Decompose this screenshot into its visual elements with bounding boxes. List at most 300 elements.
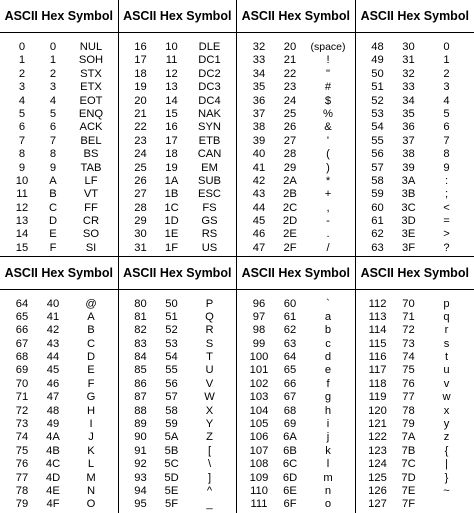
- table-row: [237, 485, 355, 498]
- ascii-decimal-cell: 79: [15, 498, 29, 511]
- hex-cell: 2A: [283, 174, 297, 187]
- table-row: [119, 472, 237, 485]
- table-row: [237, 162, 355, 175]
- symbol-cell: O: [86, 498, 96, 511]
- ascii-decimal-cell: 93: [134, 471, 147, 484]
- hex-cell: 63: [283, 337, 297, 350]
- table-row: [237, 41, 355, 54]
- table-row: [356, 311, 474, 324]
- symbol-cell: DC1: [198, 54, 221, 67]
- table-row: [0, 175, 118, 188]
- table-row: [237, 175, 355, 188]
- symbol-cell: I: [89, 418, 93, 431]
- table-row: [0, 458, 118, 471]
- symbol-cell: 0: [443, 41, 450, 53]
- symbol-cell: (: [326, 148, 330, 161]
- symbol-cell: o: [324, 498, 332, 511]
- ascii-decimal-cell: 78: [15, 484, 29, 497]
- ascii-decimal-cell: 99: [252, 337, 266, 350]
- ascii-decimal-cell: 115: [368, 337, 387, 350]
- hex-cell: 30: [402, 41, 415, 53]
- table-row: [356, 405, 474, 418]
- table-row: [0, 95, 118, 108]
- table-row: [237, 391, 355, 404]
- symbol-cell: f: [326, 377, 330, 390]
- table-row: [237, 445, 355, 458]
- symbol-cell: W: [204, 391, 215, 404]
- symbol-cell: ETX: [80, 81, 102, 94]
- ascii-decimal-cell: 123: [368, 444, 387, 457]
- table-row: [356, 148, 474, 161]
- ascii-decimal-cell: 110: [250, 484, 268, 497]
- table-row: [119, 121, 237, 134]
- ascii-decimal-cell: 84: [134, 351, 147, 364]
- symbol-cell: :: [444, 174, 449, 187]
- symbol-cell: U: [205, 364, 214, 377]
- symbol-cell: ACK: [79, 121, 103, 134]
- table-row: [356, 121, 474, 134]
- table-row: [119, 242, 237, 255]
- table-row: [0, 324, 118, 337]
- symbol-cell: <: [443, 201, 450, 214]
- symbol-cell: M: [86, 471, 96, 484]
- table-row: [119, 338, 237, 351]
- hex-cell: 6A: [283, 431, 297, 444]
- hex-cell: E: [49, 228, 57, 241]
- panel-rows: [356, 41, 474, 255]
- symbol-cell: 4: [443, 94, 450, 107]
- ascii-decimal-cell: 38: [252, 121, 266, 134]
- symbol-cell: u: [443, 364, 450, 377]
- symbol-cell: 9: [443, 161, 450, 174]
- hex-cell: 18: [165, 148, 178, 161]
- hex-cell: 6E: [283, 484, 297, 497]
- symbol-cell: STX: [80, 67, 102, 80]
- ascii-decimal-cell: 14: [15, 228, 29, 241]
- hex-cell: 7: [49, 134, 57, 147]
- ascii-decimal-cell: 35: [252, 81, 266, 94]
- ascii-decimal-cell: 19: [134, 81, 147, 94]
- ascii-decimal-cell: 45: [252, 215, 266, 228]
- symbol-cell: c: [325, 337, 331, 350]
- symbol-cell: Y: [205, 418, 214, 431]
- ascii-decimal-cell: 100: [249, 351, 269, 364]
- symbol-cell: *: [325, 174, 331, 187]
- symbol-cell: RS: [201, 228, 218, 241]
- hex-cell: 11: [165, 54, 178, 67]
- table-row: [356, 202, 474, 215]
- symbol-cell: 5: [443, 107, 450, 120]
- ascii-decimal-cell: 60: [371, 201, 384, 214]
- symbol-cell: \: [207, 458, 212, 471]
- symbol-cell: ?: [443, 241, 450, 254]
- ascii-decimal-cell: 46: [252, 228, 266, 241]
- ascii-decimal-cell: 97: [252, 310, 266, 323]
- table-row: [237, 242, 355, 255]
- ascii-panel-5: [0, 257, 119, 513]
- table-row: [119, 175, 237, 188]
- table-row: [0, 215, 118, 228]
- table-row: [237, 351, 355, 364]
- symbol-cell: s: [443, 337, 450, 350]
- ascii-decimal-cell: 113: [368, 310, 387, 323]
- hex-cell: 64: [283, 351, 297, 364]
- ascii-decimal-cell: 32: [252, 41, 266, 53]
- table-row: [119, 95, 237, 108]
- hex-cell: 35: [402, 107, 415, 120]
- hex-cell: 5F: [164, 498, 179, 511]
- hex-cell: 1D: [164, 215, 179, 228]
- hex-cell: 37: [402, 134, 415, 147]
- ascii-decimal-cell: 48: [371, 41, 384, 53]
- hex-cell: 56: [165, 377, 178, 390]
- symbol-cell: a: [324, 310, 332, 323]
- symbol-cell: %: [323, 107, 333, 120]
- ascii-decimal-cell: 111: [250, 498, 268, 511]
- symbol-cell: _: [206, 498, 213, 511]
- symbol-cell: SOH: [78, 54, 104, 67]
- hex-cell: 16: [165, 121, 178, 134]
- table-row: [0, 148, 118, 161]
- ascii-decimal-cell: 34: [252, 67, 266, 80]
- table-row: [0, 202, 118, 215]
- table-row: [237, 458, 355, 471]
- hex-cell: 1A: [164, 174, 179, 187]
- table-row: [237, 148, 355, 161]
- table-row: [119, 202, 237, 215]
- hex-cell: 1C: [164, 201, 179, 214]
- ascii-decimal-cell: 54: [371, 121, 384, 134]
- ascii-decimal-cell: 95: [134, 498, 147, 511]
- hex-cell: 55: [165, 364, 178, 377]
- table-row: [356, 391, 474, 404]
- panel-header: ASCII Hex Symbol: [0, 257, 118, 290]
- hex-cell: 73: [402, 337, 415, 350]
- symbol-cell: 1: [443, 54, 450, 67]
- ascii-panel-2: [119, 0, 238, 257]
- panel-header: ASCII Hex Symbol: [0, 0, 118, 33]
- ascii-decimal-cell: 43: [252, 188, 266, 201]
- hex-cell: 40: [46, 297, 60, 310]
- hex-cell: C: [48, 201, 58, 214]
- table-row: [0, 188, 118, 201]
- hex-cell: 0: [49, 41, 57, 53]
- ascii-decimal-cell: 49: [371, 54, 384, 67]
- symbol-cell: SO: [82, 228, 100, 241]
- symbol-cell: j: [326, 431, 330, 444]
- symbol-cell: r: [444, 324, 449, 337]
- hex-cell: 1: [49, 54, 57, 67]
- hex-cell: 6D: [282, 471, 298, 484]
- table-row: [356, 188, 474, 201]
- table-row: [119, 498, 237, 511]
- symbol-cell: N: [86, 484, 96, 497]
- table-row: [0, 162, 118, 175]
- ascii-decimal-cell: 11: [16, 188, 28, 201]
- ascii-decimal-cell: 69: [15, 364, 29, 377]
- ascii-decimal-cell: 3: [18, 81, 26, 94]
- ascii-decimal-cell: 15: [15, 241, 29, 254]
- ascii-decimal-cell: 6: [18, 121, 26, 134]
- symbol-cell: V: [205, 377, 214, 390]
- symbol-cell: .: [326, 228, 330, 241]
- symbol-cell: Z: [206, 431, 213, 444]
- hex-cell: 6: [49, 121, 57, 134]
- symbol-cell: B: [87, 324, 95, 337]
- hex-cell: 21: [283, 54, 297, 67]
- hex-cell: 24: [283, 94, 297, 107]
- symbol-cell: EOT: [79, 94, 103, 107]
- symbol-cell: S: [205, 337, 214, 350]
- symbol-cell: w: [442, 391, 451, 404]
- table-row: [237, 338, 355, 351]
- symbol-cell: D: [86, 351, 96, 364]
- table-row: [237, 108, 355, 121]
- symbol-cell: @: [85, 297, 97, 310]
- ascii-decimal-cell: 33: [252, 54, 266, 67]
- table-row: [119, 54, 237, 67]
- table-row: [0, 405, 118, 418]
- hex-cell: 75: [402, 364, 415, 377]
- hex-cell: 65: [283, 364, 297, 377]
- symbol-cell: e: [324, 364, 332, 377]
- hex-cell: 34: [402, 94, 415, 107]
- ascii-decimal-cell: 41: [252, 161, 266, 174]
- symbol-cell: K: [87, 444, 95, 457]
- hex-cell: 10: [165, 41, 178, 53]
- ascii-decimal-cell: 36: [252, 94, 266, 107]
- hex-cell: 4B: [46, 444, 60, 457]
- table-row: [237, 431, 355, 444]
- ascii-decimal-cell: 7: [18, 134, 26, 147]
- table-row: [0, 242, 118, 255]
- table-row: [119, 378, 237, 391]
- symbol-cell: VT: [83, 188, 99, 201]
- table-row: [119, 311, 237, 324]
- symbol-cell: [: [207, 444, 212, 457]
- hex-cell: B: [49, 188, 57, 201]
- symbol-cell: FF: [84, 201, 98, 214]
- hex-cell: 2C: [282, 201, 298, 214]
- table-row: [119, 41, 237, 54]
- hex-cell: 6F: [283, 498, 297, 511]
- ascii-decimal-cell: 16: [134, 41, 147, 53]
- ascii-decimal-cell: 2: [18, 67, 26, 80]
- hex-cell: 2: [49, 67, 57, 80]
- hex-cell: 61: [283, 310, 297, 323]
- table-row: [356, 324, 474, 337]
- hex-cell: 59: [165, 418, 178, 431]
- symbol-cell: SI: [85, 241, 97, 254]
- symbol-cell: R: [205, 324, 214, 337]
- table-row: [356, 215, 474, 228]
- table-row: [356, 445, 474, 458]
- table-row: [237, 298, 355, 311]
- hex-cell: 7B: [401, 444, 416, 457]
- table-row: [0, 364, 118, 377]
- hex-cell: 3A: [401, 174, 416, 187]
- panel-rows: [237, 298, 355, 512]
- ascii-decimal-cell: 121: [368, 418, 387, 431]
- ascii-decimal-cell: 59: [371, 188, 384, 201]
- table-row: [237, 228, 355, 241]
- ascii-decimal-cell: 26: [134, 174, 147, 187]
- ascii-decimal-cell: 4: [18, 94, 26, 107]
- ascii-decimal-cell: 107: [249, 444, 269, 457]
- hex-cell: 19: [165, 161, 178, 174]
- table-row: [0, 498, 118, 511]
- hex-cell: 5C: [164, 458, 179, 471]
- table-row: [356, 68, 474, 81]
- table-row: [0, 472, 118, 485]
- ascii-decimal-cell: 70: [15, 377, 29, 390]
- hex-cell: 27: [283, 134, 297, 147]
- ascii-decimal-cell: 77: [15, 471, 29, 484]
- ascii-decimal-cell: 98: [252, 324, 266, 337]
- ascii-decimal-cell: 80: [134, 297, 147, 310]
- panel-header: ASCII Hex Symbol: [356, 257, 474, 290]
- symbol-cell: ]: [207, 471, 212, 484]
- table-row: [0, 431, 118, 444]
- hex-cell: 38: [402, 148, 415, 161]
- ascii-decimal-cell: 83: [134, 337, 147, 350]
- ascii-decimal-cell: 66: [15, 324, 29, 337]
- symbol-cell: ,: [326, 201, 330, 214]
- table-row: [0, 54, 118, 67]
- symbol-cell: ESC: [197, 188, 221, 201]
- ascii-decimal-cell: 21: [134, 107, 147, 120]
- symbol-cell: 2: [443, 67, 450, 80]
- table-row: [237, 81, 355, 94]
- symbol-cell: -: [326, 215, 330, 228]
- hex-cell: 2D: [282, 215, 298, 228]
- ascii-decimal-cell: 44: [252, 201, 266, 214]
- symbol-cell: DC2: [198, 67, 221, 80]
- hex-cell: 2E: [283, 228, 297, 241]
- ascii-decimal-cell: 71: [15, 391, 29, 404]
- symbol-cell: ": [326, 67, 330, 80]
- hex-cell: 6C: [282, 458, 298, 471]
- symbol-cell: k: [325, 444, 331, 457]
- hex-cell: 70: [402, 297, 415, 310]
- table-row: [356, 81, 474, 94]
- table-row: [356, 95, 474, 108]
- ascii-decimal-cell: 108: [249, 458, 269, 471]
- ascii-decimal-cell: 40: [252, 148, 266, 161]
- hex-cell: 4: [49, 94, 57, 107]
- table-row: [119, 405, 237, 418]
- table-row: [0, 108, 118, 121]
- hex-cell: 32: [402, 67, 415, 80]
- ascii-decimal-cell: 89: [134, 418, 147, 431]
- hex-cell: 5D: [164, 471, 179, 484]
- symbol-cell: CR: [82, 215, 100, 228]
- symbol-cell: =: [443, 215, 450, 228]
- table-row: [356, 242, 474, 255]
- table-row: [119, 485, 237, 498]
- ascii-decimal-cell: 61: [371, 215, 384, 228]
- hex-cell: 6B: [283, 444, 297, 457]
- symbol-cell: DC4: [198, 94, 221, 107]
- ascii-decimal-cell: 28: [134, 201, 147, 214]
- hex-cell: 3E: [401, 228, 416, 241]
- hex-cell: 13: [165, 81, 178, 94]
- ascii-decimal-cell: 101: [249, 364, 269, 377]
- hex-cell: 7E: [401, 484, 416, 497]
- table-row: [119, 68, 237, 81]
- table-row: [237, 472, 355, 485]
- ascii-decimal-cell: 5: [18, 107, 26, 120]
- table-row: [0, 485, 118, 498]
- hex-cell: 71: [402, 310, 415, 323]
- symbol-cell: F: [87, 377, 95, 390]
- ascii-panel-4: [356, 0, 474, 257]
- symbol-cell: ETB: [198, 134, 221, 147]
- table-row: [119, 108, 237, 121]
- table-row: [119, 324, 237, 337]
- hex-cell: 58: [165, 404, 178, 417]
- hex-cell: 25: [283, 107, 297, 120]
- symbol-cell: 6: [443, 121, 450, 134]
- symbol-cell: TAB: [80, 161, 102, 174]
- symbol-cell: h: [324, 404, 332, 417]
- hex-cell: 77: [402, 391, 415, 404]
- table-row: [0, 135, 118, 148]
- symbol-cell: |: [445, 458, 448, 471]
- table-row: [119, 391, 237, 404]
- ascii-decimal-cell: 51: [371, 81, 384, 94]
- panel-rows: [119, 41, 237, 255]
- table-row: [237, 215, 355, 228]
- symbol-cell: ^: [206, 484, 213, 497]
- ascii-decimal-cell: 105: [249, 418, 269, 431]
- hex-cell: 67: [283, 391, 297, 404]
- ascii-decimal-cell: 52: [371, 94, 384, 107]
- symbol-cell: T: [206, 351, 213, 364]
- table-row: [237, 311, 355, 324]
- hex-cell: 53: [165, 337, 178, 350]
- table-row: [237, 188, 355, 201]
- table-row: [356, 378, 474, 391]
- hex-cell: 50: [165, 297, 178, 310]
- hex-cell: 78: [402, 404, 415, 417]
- ascii-decimal-cell: 56: [371, 148, 384, 161]
- ascii-decimal-cell: 62: [371, 228, 384, 241]
- hex-cell: 9: [49, 161, 57, 174]
- ascii-decimal-cell: 12: [15, 201, 29, 214]
- ascii-decimal-cell: 102: [249, 377, 269, 390]
- table-row: [119, 215, 237, 228]
- hex-cell: 3D: [401, 215, 416, 228]
- panel-rows: [119, 298, 237, 512]
- symbol-cell: BEL: [80, 134, 102, 147]
- ascii-decimal-cell: 86: [134, 377, 147, 390]
- hex-cell: 3C: [401, 201, 416, 214]
- table-row: [237, 498, 355, 511]
- symbol-cell: LF: [84, 174, 98, 187]
- symbol-cell: g: [324, 391, 332, 404]
- table-row: [356, 298, 474, 311]
- ascii-panel-7: [237, 257, 356, 513]
- symbol-cell: }: [444, 471, 449, 484]
- symbol-cell: y: [443, 418, 450, 431]
- hex-cell: 26: [283, 121, 297, 134]
- hex-cell: 1B: [164, 188, 179, 201]
- symbol-cell: G: [86, 391, 96, 404]
- hex-cell: 43: [46, 337, 60, 350]
- table-row: [0, 298, 118, 311]
- hex-cell: 33: [402, 81, 415, 94]
